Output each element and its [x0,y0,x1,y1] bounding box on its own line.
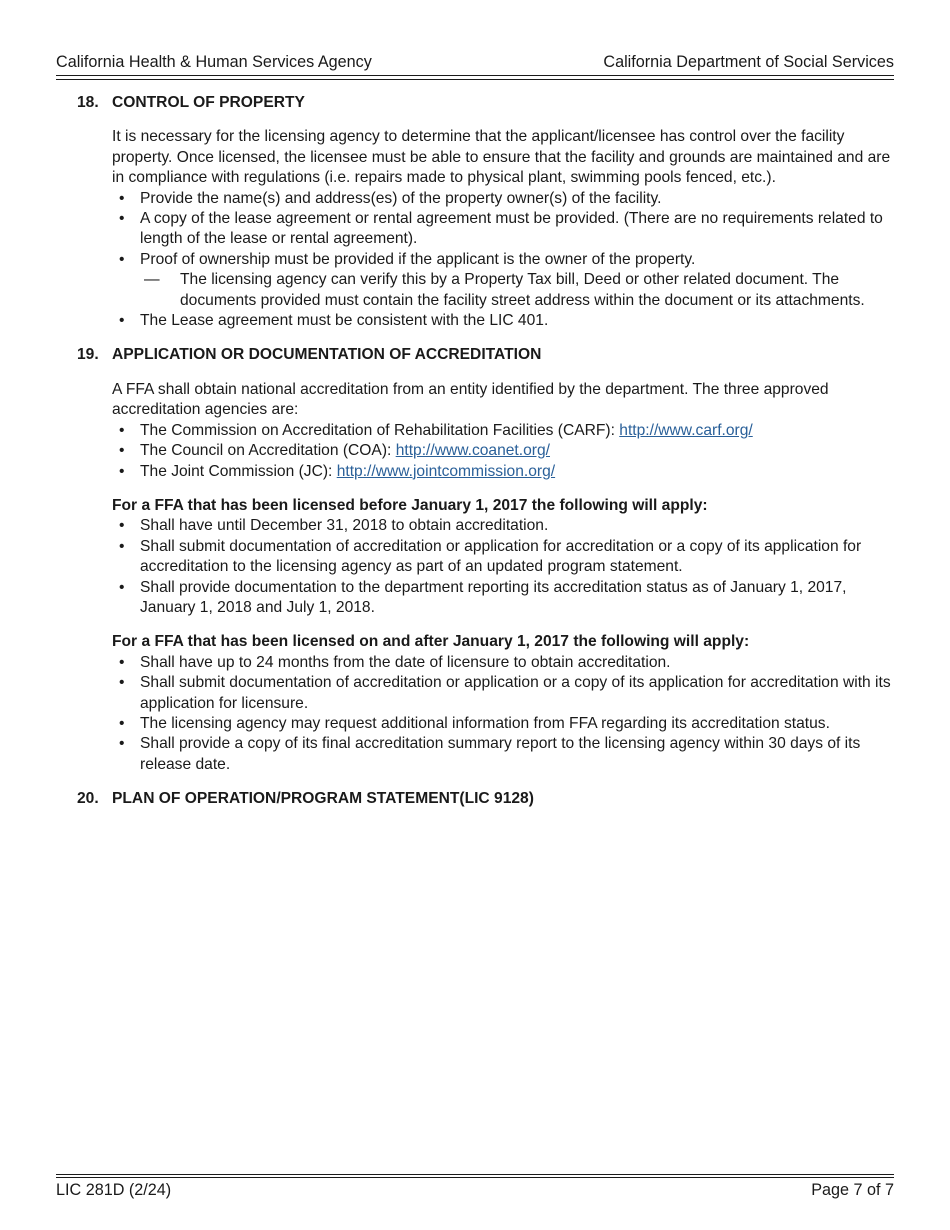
list-item: • Shall submit documentation of accreditation or application for accreditation or a copy of its application for accreditation to the licensing agency as part of an updated program statement. [112,537,894,578]
agency-label: The Joint Commission (JC): [140,462,337,480]
section-heading [77,93,894,113]
list-item: • Shall have up to 24 months from the date of licensure to obtain accreditation. [112,653,894,673]
section-title: PLAN OF OPERATION/PROGRAM STATEMENT(LIC 9128) [112,790,534,808]
section-number: 19. [77,346,99,364]
list-item: • The licensing agency may request additional information from FFA regarding its accreditation status. [112,714,894,734]
accreditation-agency-list [112,421,894,482]
section-title: APPLICATION OR DOCUMENTATION OF ACCREDITATION [112,346,542,364]
coa-link[interactable]: http://www.coanet.org/ [395,442,550,460]
section-19 [77,345,894,775]
header-rule-thin [56,79,894,80]
list-item [112,441,894,461]
footer-rule-thin [56,1174,894,1175]
list-item [112,462,894,482]
header-department: California Department of Social Services [603,53,894,71]
section-intro: It is necessary for the licensing agency to determine that the applicant/licensee has control over the facility property. Once licensed, the licensee must be able to ensure that the facility and grounds are maintained and are in compliance with regulations (i.e. repairs made to physical plant, swimming pools fenced, etc.). [112,128,891,187]
subheading-before-2017: For a FFA that has been licensed before January 1, 2017 the following will apply: [112,496,708,514]
header-rule [56,75,894,76]
section-number: 20. [77,790,99,808]
section-heading [77,789,894,809]
agency-label: The Council on Accreditation (COA): [140,442,396,460]
agency-label: The Commission on Accreditation of Rehabilitation Facilities (CARF): [140,421,620,439]
bullet-list [112,653,894,775]
list-item: • Shall submit documentation of accreditation or application or a copy of its application for accreditation with its application for licensure. [112,673,894,714]
carf-link[interactable]: http://www.carf.org/ [619,421,753,439]
bullet-list [112,516,894,618]
list-item: • Shall have until December 31, 2018 to obtain accreditation. [112,516,894,536]
page-number: Page 7 of 7 [811,1181,894,1199]
header-agency: California Health & Human Services Agency [56,53,372,71]
jc-link[interactable]: http://www.jointcommission.org/ [336,462,556,480]
bullet-list [112,189,894,332]
sub-list-item: — The licensing agency can verify this by a Property Tax bill, Deed or other related document. The documents provided must contain the facility street address within the document or its attachments. [140,270,894,311]
list-item: • The Lease agreement must be consistent with the LIC 401. [112,311,894,331]
list-item [112,250,894,311]
page-header [56,52,894,72]
footer-rule [56,1177,894,1178]
list-item: • Shall provide a copy of its final accreditation summary report to the licensing agency within 30 days of its release date. [112,734,894,775]
list-item: • Shall provide documentation to the department reporting its accreditation status as of January 1, 2017, January 1, 2018 and July 1, 2018. [112,578,894,619]
list-item-text: Proof of ownership must be provided if the applicant is the owner of the property. [140,250,696,268]
page-footer [56,1180,894,1200]
section-number: 18. [77,94,99,111]
section-20 [77,789,894,809]
subheading-after-2017: For a FFA that has been licensed on and after January 1, 2017 the following will apply: [112,633,750,651]
list-item: • Provide the name(s) and address(es) of the property owner(s) of the facility. [112,189,894,209]
section-intro: A FFA shall obtain national accreditation from an entity identified by the department. The three approved accreditation agencies are: [112,380,829,419]
document-body [77,93,894,810]
section-18 [77,93,894,331]
section-title: CONTROL OF PROPERTY [112,94,305,111]
sub-list [140,270,894,311]
section-heading [77,345,894,365]
list-item [112,421,894,441]
form-number: LIC 281D (2/24) [56,1181,172,1199]
list-item: • A copy of the lease agreement or rental agreement must be provided. (There are no requirements related to length of the lease or rental agreement). [112,209,894,250]
